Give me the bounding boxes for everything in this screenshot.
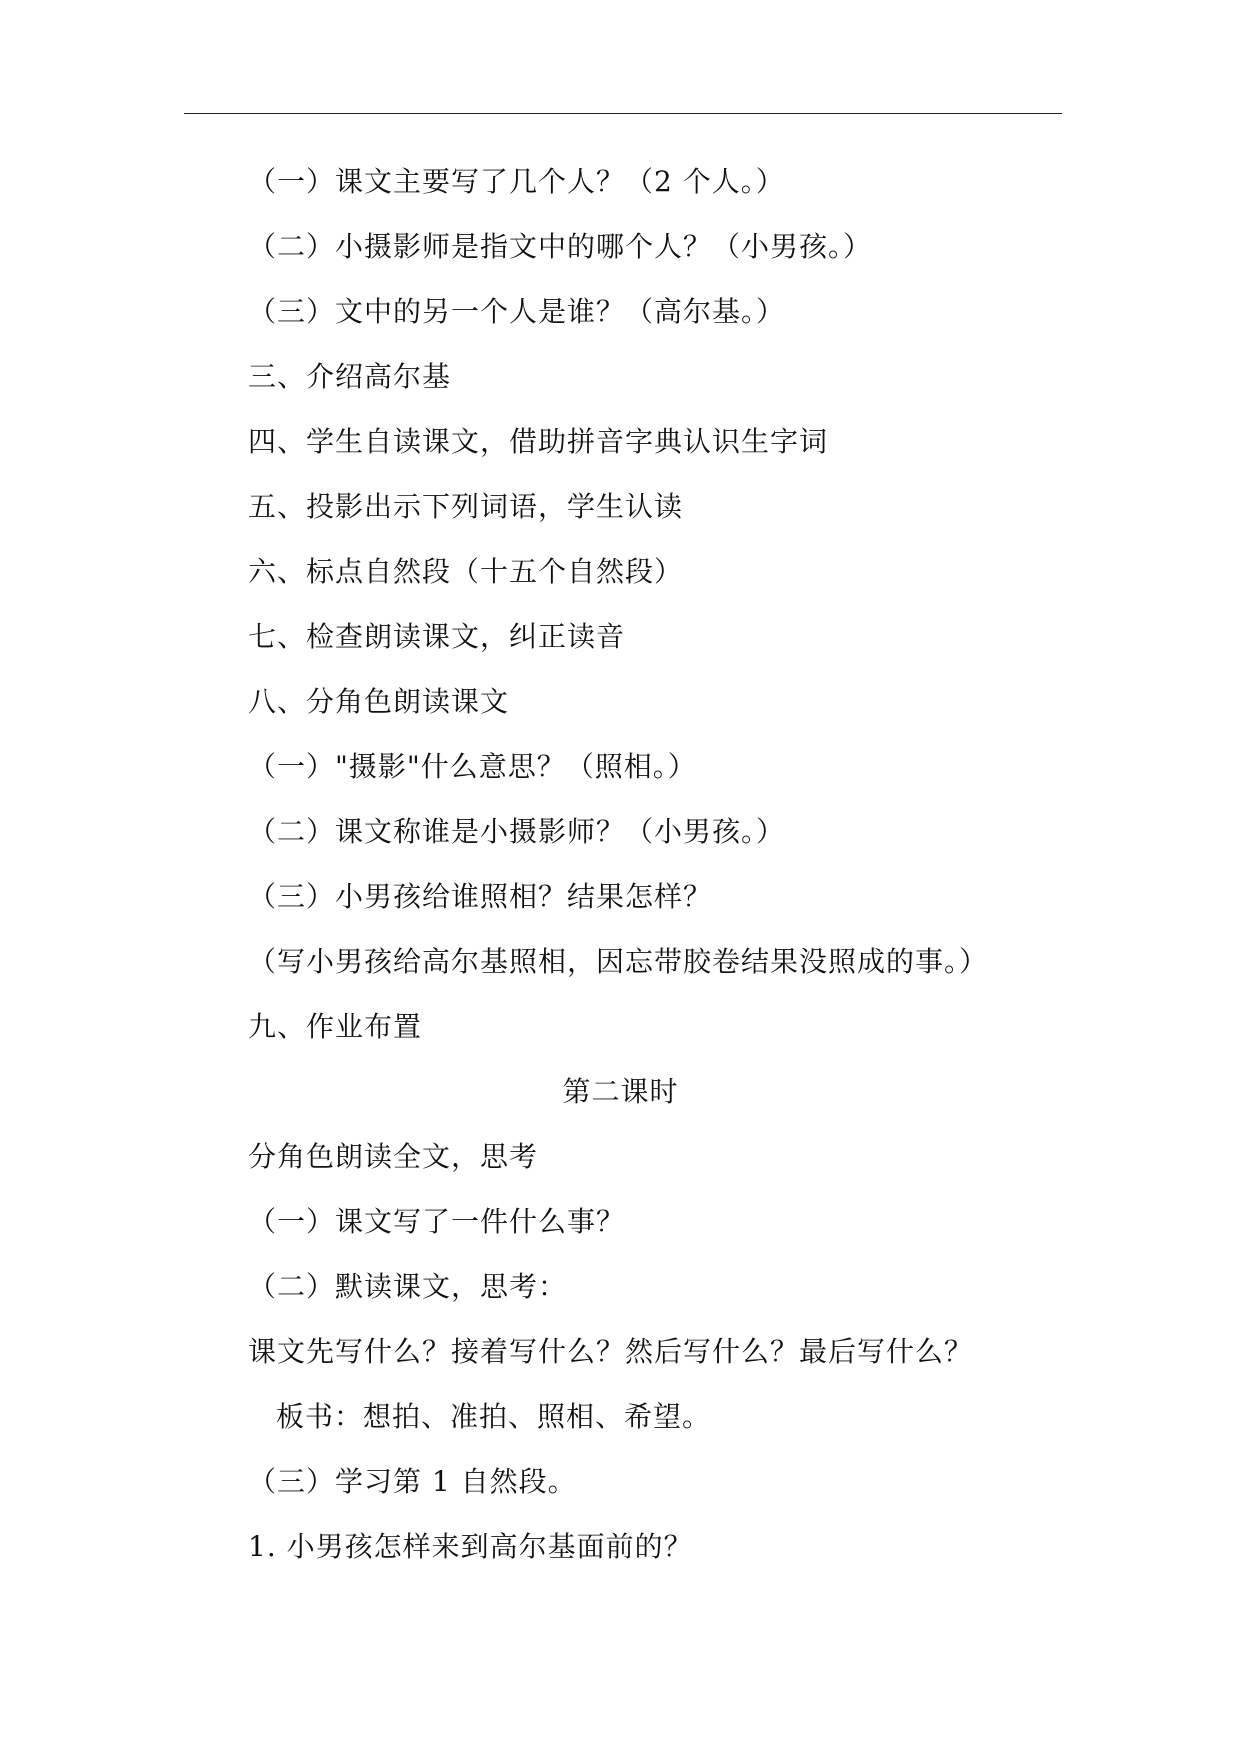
- section-heading: 五、投影出示下列词语，学生认读: [248, 490, 684, 523]
- section-heading: 七、检查朗读课文，纠正读音: [248, 620, 626, 653]
- text-line: （一）课文主要写了几个人？（2 个人。）: [248, 165, 785, 198]
- text-line: （二）小摄影师是指文中的哪个人？（小男孩。）: [248, 230, 873, 263]
- text-line: （二）课文称谁是小摄影师？（小男孩。）: [248, 815, 786, 848]
- section-heading: 三、介绍高尔基: [248, 360, 452, 393]
- text-line: （一）"摄影"什么意思？（照相。）: [248, 750, 697, 783]
- section-heading: 八、分角色朗读课文: [248, 685, 510, 718]
- lesson-title: 第二课时: [562, 1075, 679, 1108]
- text-line: 分角色朗读全文，思考: [248, 1140, 539, 1173]
- header-rule: [184, 113, 1062, 114]
- blackboard-note: 板书：想拍、准拍、照相、希望。: [276, 1400, 712, 1433]
- text-line: （三）文中的另一个人是谁？（高尔基。）: [248, 295, 786, 328]
- text-line: （一）课文写了一件什么事？: [248, 1205, 626, 1238]
- section-heading: 九、作业布置: [248, 1010, 423, 1043]
- text-line: 1. 小男孩怎样来到高尔基面前的？: [248, 1530, 693, 1563]
- text-line: （写小男孩给高尔基照相，因忘带胶卷结果没照成的事。）: [248, 945, 989, 978]
- text-line: 课文先写什么？接着写什么？然后写什么？最后写什么？: [248, 1335, 974, 1368]
- section-heading: 四、学生自读课文，借助拼音字典认识生字词: [248, 425, 829, 458]
- text-line: （三）小男孩给谁照相？结果怎样？: [248, 880, 713, 913]
- text-line: （二）默读课文，思考：: [248, 1270, 568, 1303]
- section-heading: 六、标点自然段（十五个自然段）: [248, 555, 684, 588]
- text-line: （三）学习第 1 自然段。: [248, 1465, 577, 1498]
